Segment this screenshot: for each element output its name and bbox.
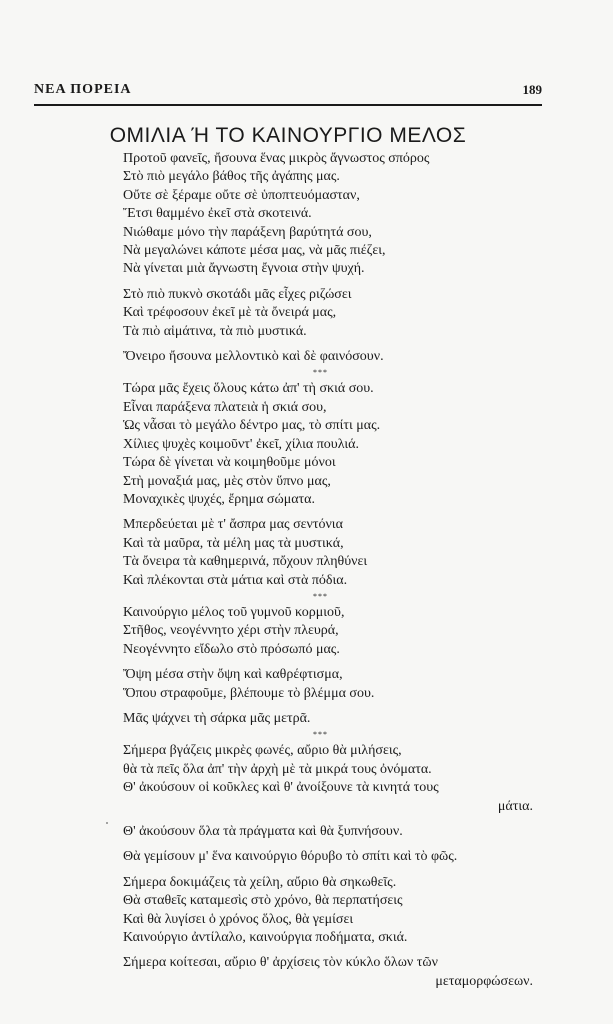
poem-title: ΟΜΙΛΙΑ Ή ΤΟ ΚΑΙΝΟΥΡΓΙΟ ΜΕΛΟΣ bbox=[109, 124, 467, 147]
poem-line: Καὶ τρέφοσουν ἐκεῖ μὲ τὰ ὄνειρά μας, bbox=[123, 305, 337, 321]
poem-line: Σήμερα βγάζεις μικρὲς φωνές, αὔριο θὰ μιλήσεις, bbox=[123, 743, 402, 759]
page-speck bbox=[106, 822, 108, 824]
poem-line: Θ' ἀκούσουν οἱ κοῦκλες καὶ θ' ἀνοίξουνε τὰ κινητά τους bbox=[123, 780, 439, 796]
poem-line: Καὶ πλέκονται στὰ μάτια καὶ στὰ πόδια. bbox=[123, 572, 348, 588]
poem-line: Καὶ θὰ λυγίσει ὁ χρόνος ὅλος, θὰ γεμίσει bbox=[123, 911, 354, 927]
poem-line: Τώρα μᾶς ἔχεις ὅλους κάτω ἀπ' τὴ σκιά σου. bbox=[123, 381, 374, 397]
poem-line: Θὰ σταθεῖς καταμεσὶς στὸ χρόνο, θὰ περπατήσεις bbox=[123, 893, 403, 909]
poem-line: Τὰ πιὸ αἱμάτινα, τὰ πιὸ μυστικά. bbox=[123, 323, 307, 339]
section-divider-stars: *** bbox=[313, 368, 328, 378]
poem-line: Ὄνειρο ἤσουνα μελλοντικὸ καὶ δὲ φαινόσουν. bbox=[123, 349, 384, 365]
page-number: 189 bbox=[522, 82, 542, 97]
poem-line: Νεογέννητο εἴδωλο στὸ πρόσωπό μας. bbox=[123, 641, 340, 657]
poem-line: Νὰ μεγαλώνει κάποτε μέσα μας, νὰ μᾶς πιέζει, bbox=[123, 243, 386, 259]
poem-line: Εἶναι παράξενα πλατειὰ ἡ σκιά σου, bbox=[123, 399, 327, 415]
poem-line: Καινούργιο μέλος τοῦ γυμνοῦ κορμιοῦ, bbox=[123, 604, 345, 620]
poem-line: Στὸ πιὸ μεγάλο βάθος τῆς ἀγάπης μας. bbox=[123, 169, 340, 185]
poem-line: Θὰ γεμίσουν μ' ἕνα καινούργιο θόρυβο τὸ σπίτι καὶ τὸ φῶς. bbox=[123, 849, 458, 865]
poem-line: Ὄψη μέσα στὴν ὄψη καὶ καθρέφτισμα, bbox=[123, 667, 343, 683]
poem-line: Ὅπου στραφοῦμε, βλέπουμε τὸ βλέμμα σου. bbox=[123, 685, 375, 701]
poem-line: Καὶ τὰ μαῦρα, τὰ μέλη μας τὰ μυστικά, bbox=[123, 535, 344, 551]
poem-line: Ὡς νἆσαι τὸ μεγάλο δέντρο μας, τὸ σπίτι μας. bbox=[123, 418, 381, 434]
poem-line: Χίλιες ψυχὲς κοιμοῦντ' ἐκεῖ, χίλια πουλιά. bbox=[123, 436, 359, 452]
poem-line: Μπερδεύεται μὲ τ' ἄσπρα μας σεντόνια bbox=[123, 517, 343, 533]
poem-line-continuation: μεταμορφώσεων. bbox=[435, 973, 533, 989]
poem-line: Τὰ ὄνειρα τὰ καθημερινά, πὄχουν πληθύνει bbox=[123, 554, 368, 570]
poem-line: Μᾶς ψάχνει τὴ σάρκα μᾶς μετρᾶ. bbox=[123, 710, 311, 726]
poem-line: Σήμερα δοκιμάζεις τὰ χείλη, αὔριο θὰ σηκωθεῖς. bbox=[123, 874, 397, 890]
poem-line: Νὰ γίνεται μιὰ ἄγνωστη ἔγνοια στὴν ψυχή. bbox=[123, 261, 365, 277]
poem-line: Θ' ἀκούσουν ὅλα τὰ πράγματα καὶ θὰ ξυπνήσουν. bbox=[123, 824, 403, 839]
journal-name: ΝΕΑ ΠΟΡΕΙΑ bbox=[34, 82, 132, 97]
poem-line: θὰ τὰ πεῖς ὅλα ἀπ' τὴν ἀρχὴ μὲ τὰ μικρά τους ὀνόματα. bbox=[123, 761, 432, 777]
poem-line: Προτοῦ φανεῖς, ἤσουνα ἕνας μικρὸς ἄγνωστος σπόρος bbox=[123, 151, 430, 166]
poem-line: Νιώθαμε μόνο τὴν παράξενη βαρύτητά σου, bbox=[123, 224, 372, 240]
poem-line: Στὴ μοναξιά μας, μὲς στὸν ὕπνο μας, bbox=[123, 473, 331, 489]
header-rule bbox=[34, 104, 542, 106]
section-divider-stars: *** bbox=[313, 730, 328, 740]
poem-line: Καινούργιο ἀντίλαλο, καινούργια ποδήματα, σκιά. bbox=[123, 930, 408, 946]
poem-line: Σήμερα κοίτεσαι, αὔριο θ' ἀρχίσεις τὸν κύκλο ὅλων τῶν bbox=[123, 955, 438, 971]
poem-line: Στῆθος, νεογέννητο χέρι στὴν πλευρά, bbox=[123, 623, 339, 639]
poem-body bbox=[123, 150, 543, 991]
poem-line: Μοναχικὲς ψυχές, ἔρημα σώματα. bbox=[123, 491, 315, 507]
poem-line: Στὸ πιὸ πυκνὸ σκοτάδι μᾶς εἶχες ριζώσει bbox=[123, 286, 352, 302]
poem-line: Οὔτε σὲ ξέραμε οὔτε σὲ ὑποπτευόμασταν, bbox=[123, 187, 360, 203]
section-divider-stars: *** bbox=[313, 591, 328, 601]
poem-line: Τώρα δὲ γίνεται νὰ κοιμηθοῦμε μόνοι bbox=[123, 455, 336, 471]
poem-line-continuation: μάτια. bbox=[497, 798, 533, 814]
running-header bbox=[34, 82, 542, 104]
poem-line: Ἔτσι θαμμένο ἐκεῖ στὰ σκοτεινά. bbox=[123, 206, 312, 222]
